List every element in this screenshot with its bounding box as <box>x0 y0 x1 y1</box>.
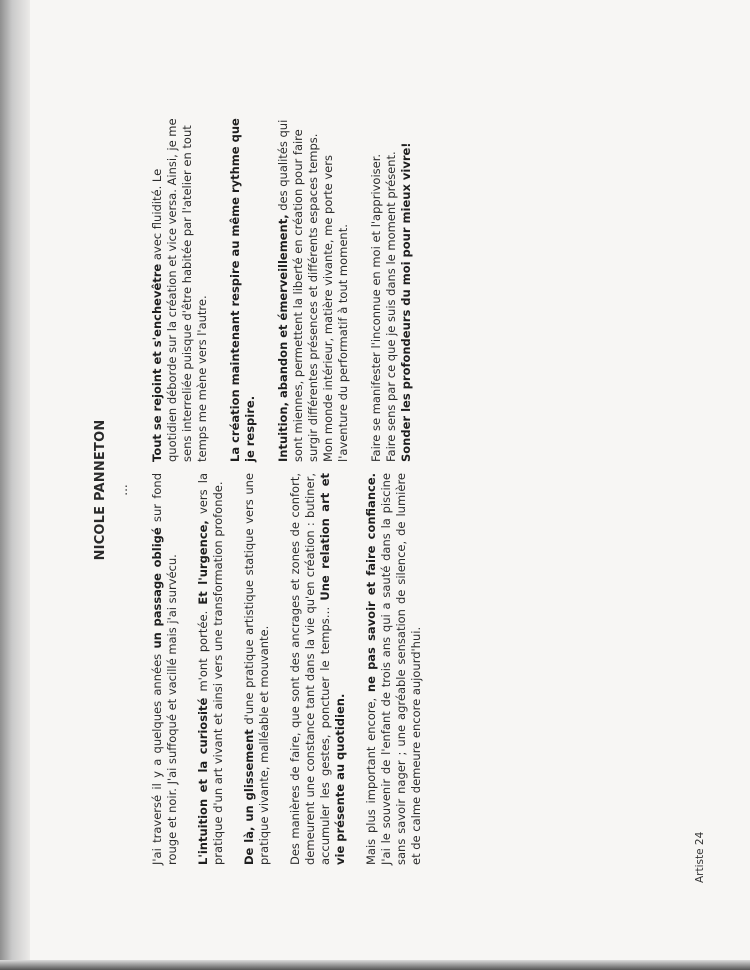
section-separator: ... <box>116 484 130 496</box>
body-text: J'ai le souvenir de l'enfant de trois ans qui a sauté dans la piscine sans savoir nager ; une agréable sensation de silence, de lumière et de calme demeure encore aujourd'hui. <box>379 473 423 865</box>
bold-text: un passage obligé <box>150 527 164 649</box>
bold-text: Tout se rejoint et s'enchevêtre <box>150 263 164 462</box>
body-text: Mais plus important encore, <box>364 692 378 865</box>
paragraph <box>228 117 258 462</box>
body-text: d'une pratique artistique statique vers une pratique vivante, malléable et mouvante. <box>242 473 271 865</box>
bold-text: L'intuition et la curiosité <box>196 697 210 865</box>
paragraph <box>288 473 348 865</box>
bold-text: La création maintenant respire au même rythme que je respire. <box>228 118 257 462</box>
bold-text: De là, un glissement <box>242 729 256 865</box>
paragraph <box>150 117 210 462</box>
bold-text: Intuition, abandon et émerveillement, <box>276 214 290 462</box>
closing-line: Faire sens par ce que je suis dans le moment présent. <box>384 151 398 462</box>
scan-shadow-bottom <box>0 960 750 970</box>
closing-lines <box>369 117 414 462</box>
body-text: sur fond rouge et noir. J'ai suffoqué et vacillé mais j'ai survécu. <box>150 473 179 865</box>
body-text: m'ont portée. <box>196 604 210 698</box>
body-text: avec fluidité. Le quotidien déborde sur la création et vice versa. Ainsi, je me sens interreliée puisque d'être habitée par l'atelier en tout temps me mène vers l'autre. <box>150 118 209 462</box>
right-text-column <box>150 117 430 462</box>
closing-line-bold: Sonder les profondeurs du moi pour mieux vivre! <box>399 142 413 462</box>
left-text-column <box>150 473 440 865</box>
paragraph <box>242 473 272 865</box>
body-text: J'ai traversé il y a quelques années <box>150 648 164 865</box>
paragraph <box>150 473 180 865</box>
body-text: Des manières de faire, que sont des ancrages et zones de confort, demeurent une constance tant dans la vie qu'en création : butiner, accumuler les gestes, ponctuer le temps… <box>288 473 332 865</box>
body-text: des qualités qui sont miennes, permettent la liberté en création pour faire surgir différentes présences et différents espaces temps. Mon monde intérieur, matière vivante, me porte vers l'aventure du performatif à tout moment. <box>276 119 350 462</box>
page-title: NICOLE PANNETON <box>93 419 108 561</box>
bold-text: ne pas savoir et faire confiance. <box>364 473 378 693</box>
paragraph <box>276 117 351 462</box>
right-paragraphs <box>150 117 351 462</box>
page-footer: Artiste 24 <box>694 831 706 883</box>
paragraph <box>364 473 424 865</box>
bold-text: Et l'urgence, <box>196 520 210 605</box>
bold-text: Une relation art et vie présente au quotidien. <box>318 473 347 865</box>
body-text: vers la pratique d'un art vivant et ainsi vers une transformation profonde. <box>196 472 225 865</box>
closing-line: Faire se manifester l'inconnue en moi et l'apprivoiser. <box>369 153 383 462</box>
paragraph <box>196 473 226 865</box>
